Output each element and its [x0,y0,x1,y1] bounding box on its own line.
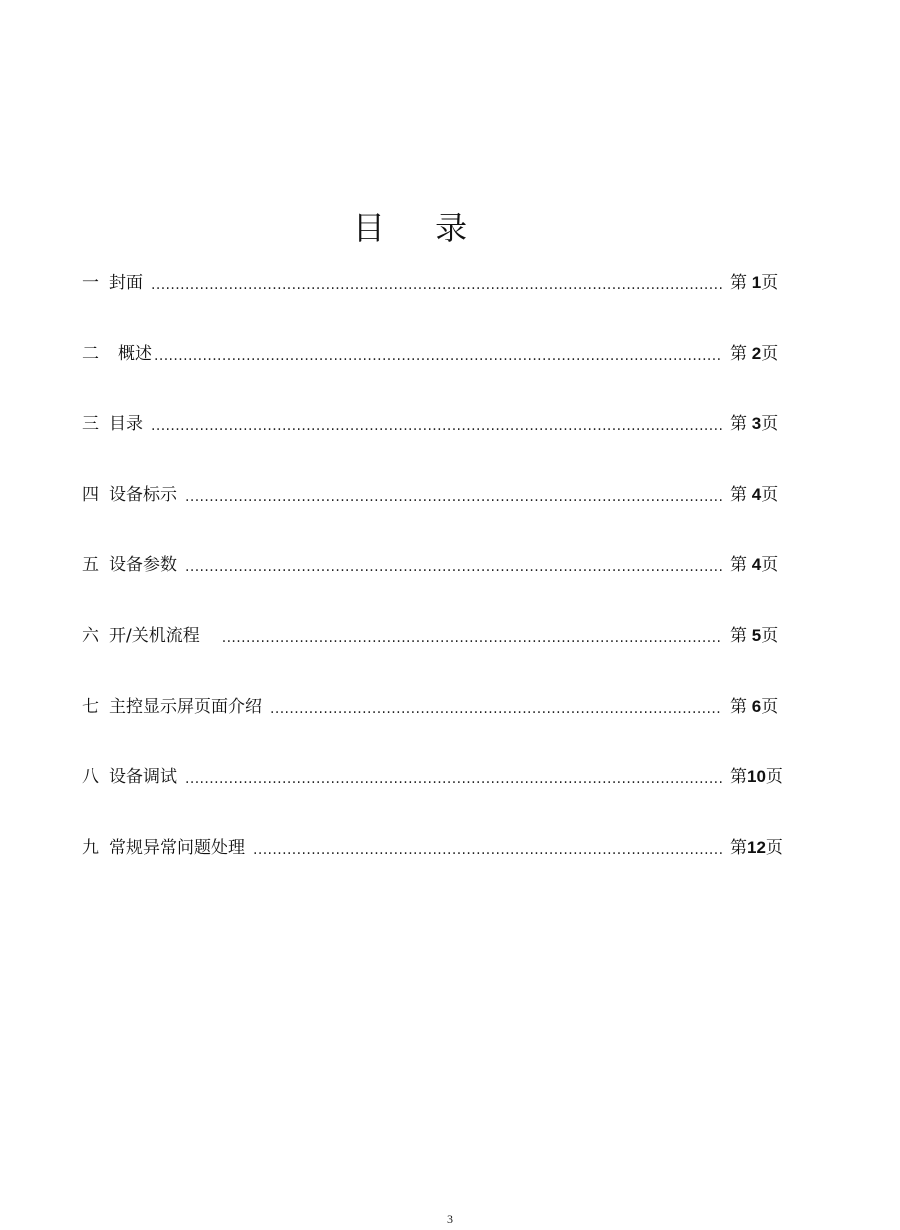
toc-entry-number: 九 [82,837,99,858]
toc-entry-number: 五 [82,555,99,576]
toc-page-suffix: 页 [761,625,779,646]
toc-entry-page [730,833,802,863]
toc-entry-page [730,621,802,651]
toc-page-prefix: 第 [730,625,747,646]
toc-entry-label: 目录 [109,414,143,435]
toc-entry-number: 一 [82,273,99,293]
toc-entry-number: 二 [82,343,99,364]
toc-dot-leader [270,692,722,722]
toc-entry-label: 主控显示屏页面介绍 [109,696,262,717]
toc-entry-9 [82,833,802,863]
toc-entry-8 [82,762,802,792]
toc-entry-page [730,339,802,369]
toc-page-number: 12 [747,837,766,857]
toc-entry-page [730,480,802,510]
toc-entry-label: 设备参数 [109,555,177,576]
toc-dot-leader [154,339,722,369]
toc-page-number: 4 [751,484,762,504]
toc-page-suffix: 页 [761,555,779,576]
toc-page-prefix: 第 [730,273,747,293]
toc-entry-number: 六 [82,625,99,646]
toc-page-suffix: 页 [761,273,779,293]
toc-entry-label: 开/关机流程 [109,625,200,646]
toc-page-prefix: 第 [730,837,747,858]
toc-entry-page [730,762,802,792]
toc-entry-page [730,409,802,439]
toc-page-number: 2 [751,343,762,363]
toc-dot-leader [185,550,722,580]
toc-dot-leader [185,762,722,792]
toc-page-suffix: 页 [761,343,779,364]
toc-entry-page [730,550,802,580]
toc-page-number: 1 [751,273,762,292]
page-number: 3 [447,1212,453,1226]
toc-entry-number: 七 [82,696,99,717]
toc-entry-label: 设备标示 [109,484,177,505]
toc-entry-label: 设备调试 [109,767,177,788]
toc-page-number: 4 [751,555,762,575]
toc-page-prefix: 第 [730,767,747,788]
toc-page-prefix: 第 [730,414,747,435]
toc-entry-2 [82,339,802,369]
toc-entry-3 [82,409,802,439]
toc-dot-leader [151,268,722,298]
toc-page-suffix: 页 [761,696,779,717]
toc-entry-1 [82,268,802,298]
toc-entry-5 [82,550,802,580]
toc-entry-number: 八 [82,767,99,788]
toc-entry-7 [82,692,802,722]
toc-entry-number: 四 [82,484,99,505]
toc-page-number: 6 [751,696,762,716]
toc-entry-page [730,268,802,298]
table-of-contents [82,268,802,903]
toc-title: 目 录 [352,209,488,247]
toc-entry-label: 概述 [118,343,152,364]
toc-page-prefix: 第 [730,484,747,505]
toc-entry-4 [82,480,802,510]
toc-page-number: 5 [751,625,762,645]
toc-dot-leader [222,621,722,651]
toc-entry-label: 封面 [109,273,143,293]
toc-entry-6 [82,621,802,651]
toc-page-number: 10 [747,767,766,787]
toc-page-suffix: 页 [761,484,779,505]
toc-page-prefix: 第 [730,696,747,717]
toc-dot-leader [185,480,722,510]
toc-page-prefix: 第 [730,555,747,576]
toc-entry-label: 常规异常问题处理 [109,837,245,858]
toc-page-number: 3 [751,414,762,434]
toc-dot-leader [151,409,722,439]
toc-page-suffix: 页 [765,767,783,788]
toc-entry-number: 三 [82,414,99,435]
toc-page-suffix: 页 [765,837,783,858]
toc-dot-leader [253,833,722,863]
toc-page-suffix: 页 [761,414,779,435]
toc-entry-page [730,692,802,722]
toc-page-prefix: 第 [730,343,747,364]
